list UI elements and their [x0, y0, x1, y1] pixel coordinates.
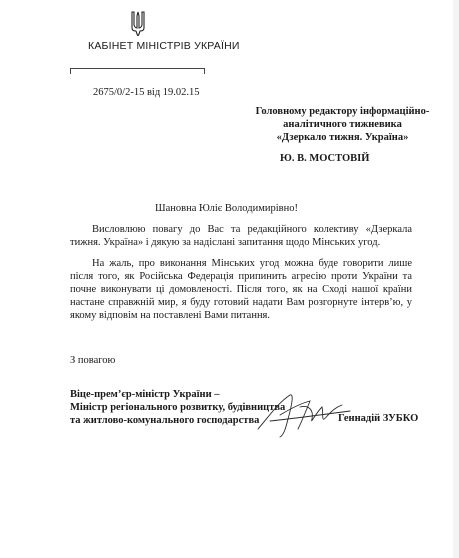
organization-name: КАБІНЕТ МІНІСТРІВ УКРАЇНИ — [88, 40, 240, 52]
scan-edge — [453, 0, 459, 558]
addressee-line: Головному редактору інформаційно- — [255, 106, 430, 117]
header-corner-left — [70, 68, 71, 74]
addressee-line: аналітичного тижневика — [283, 119, 402, 130]
paragraph: На жаль, про виконання Мінських угод можна буде говорити лише після того, як Російська Федерація припинить агресію проти України та почне виконувати ці домовленості. Після того, як на Сході нашої країни настане справжній мир, я буду готовий надати Вам розгорнуте інтерв’ю, у якому відповім на поставлені Вами питання. — [70, 258, 412, 321]
signatory-title-line: та житлово-комунального господарства — [70, 415, 260, 426]
header-corner-right — [204, 68, 205, 74]
salutation: Шановна Юліє Володимирівно! — [155, 203, 298, 214]
signatory-title-line: Віце-прем’єр-міністр України – — [70, 389, 220, 400]
paragraph: Висловлюю повагу до Вас та редакційного колективу «Дзеркала тижня. Україна» і дякую за надіслані запитання щодо Мінських угод. — [70, 224, 412, 248]
addressee-name: Ю. В. МОСТОВІЙ — [280, 153, 370, 164]
header-divider — [70, 68, 205, 69]
signatory-name: Геннадій ЗУБКО — [338, 413, 419, 424]
addressee-block — [230, 105, 455, 144]
addressee-line: «Дзеркало тижня. Україна» — [276, 132, 409, 143]
trident-emblem-icon — [130, 10, 146, 36]
signatory-title-line: Міністр регіонального розвитку, будівництва — [70, 402, 286, 413]
reference-number: 2675/0/2-15 від 19.02.15 — [93, 87, 200, 98]
closing: З повагою — [70, 355, 116, 366]
